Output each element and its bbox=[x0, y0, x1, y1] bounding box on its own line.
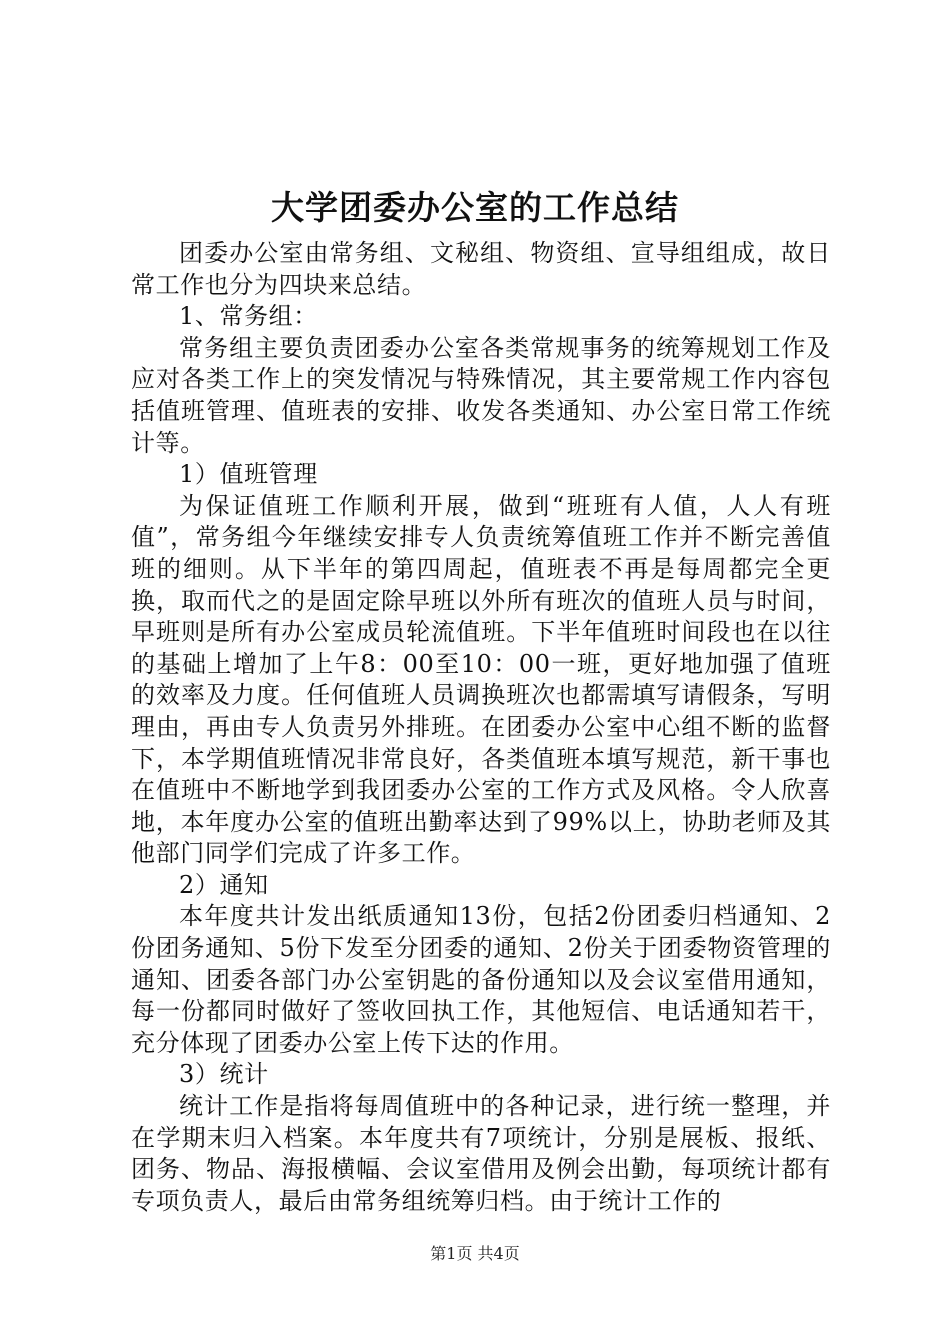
subsection-heading: 3）统计 bbox=[179, 1060, 269, 1089]
document-body bbox=[131, 238, 831, 1217]
paragraph: 团委办公室由常务组、文秘组、物资组、宣导组组成，故日常工作也分为四块来总结。 bbox=[131, 239, 831, 299]
paragraph: 统计工作是指将每周值班中的各种记录，进行统一整理，并在学期末归入档案。本年度共有7项统计，分别是展板、报纸、团务、物品、海报横幅、会议室借用及例会出勤，每项统计都有专项负责人，最后由常务组统筹归档。由于统计工作的 bbox=[131, 1092, 831, 1215]
section-heading: 1、常务组： bbox=[179, 302, 318, 331]
subsection-heading: 1）值班管理 bbox=[179, 460, 318, 489]
paragraph: 常务组主要负责团委办公室各类常规事务的统筹规划工作及应对各类工作上的突发情况与特殊情况，其主要常规工作内容包括值班管理、值班表的安排、收发各类通知、办公室日常工作统计等。 bbox=[131, 333, 831, 457]
page-footer: 第1页 共4页 bbox=[430, 1244, 520, 1263]
subsection-heading: 2）通知 bbox=[179, 870, 269, 899]
document-title: 大学团委办公室的工作总结 bbox=[271, 188, 679, 227]
paragraph: 为保证值班工作顺利开展，做到“班班有人值，人人有班值”，常务组今年继续安排专人负责统筹值班工作并不断完善值班的细则。从下半年的第四周起，值班表不再是每周都完全更换，取而代之的是固定除早班以外所有班次的值班人员与时间，早班则是所有办公室成员轮流值班。下半年值班时间段也在以往的基础上增加了上午8：00至10：00一班，更好地加强了值班的效率及力度。任何值班人员调换班次也都需填写请假条，写明理由，再由专人负责另外排班。在团委办公室中心组不断的监督下，本学期值班情况非常良好，各类值班本填写规范，新干事也在值班中不断地学到我团委办公室的工作方式及风格。令人欣喜地，本年度办公室的值班出勤率达到了99%以上，协助老师及其他部门同学们完成了许多工作。 bbox=[131, 491, 831, 868]
paragraph: 本年度共计发出纸质通知13份，包括2份团委归档通知、2份团务通知、5份下发至分团委的通知、2份关于团委物资管理的通知、团委各部门办公室钥匙的备份通知以及会议室借用通知，每一份都同时做好了签收回执工作，其他短信、电话通知若干，充分体现了团委办公室上传下达的作用。 bbox=[131, 902, 831, 1057]
